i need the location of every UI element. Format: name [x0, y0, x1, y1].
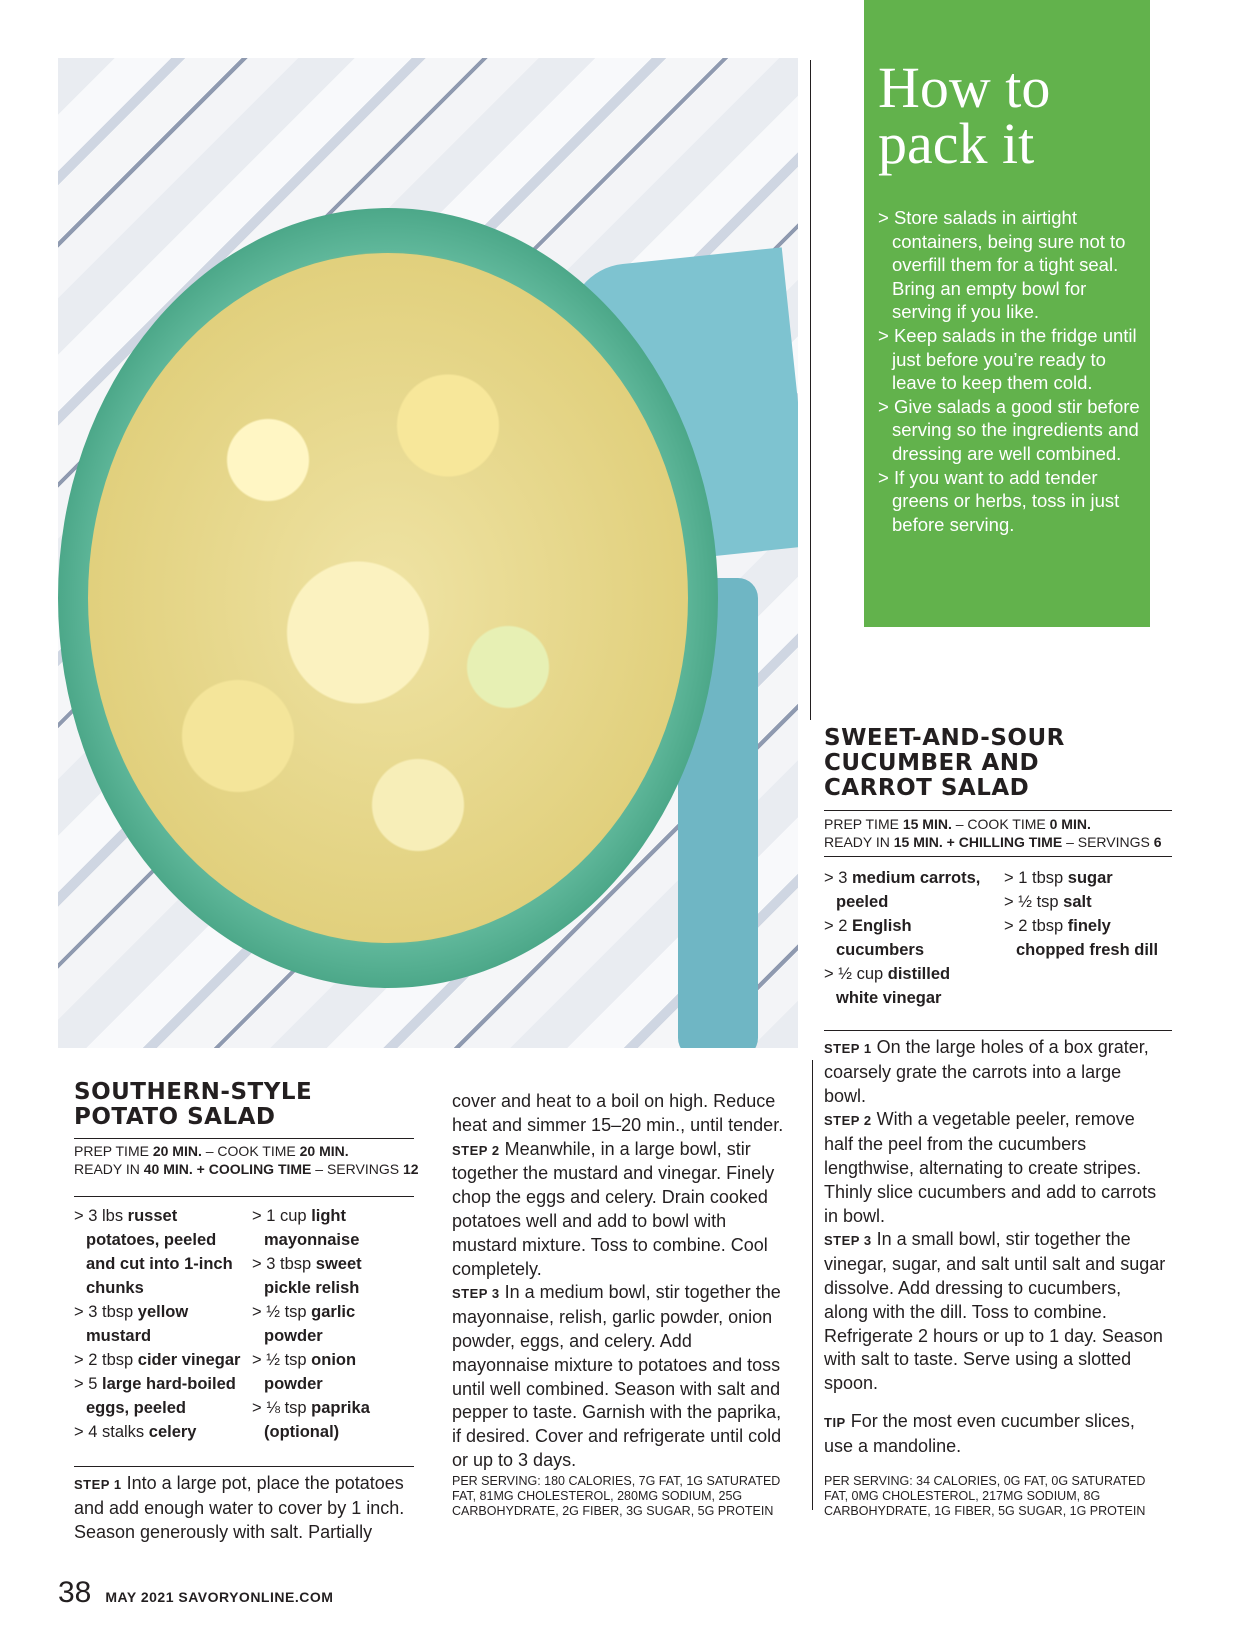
potato-recipe-title: SOUTHERN-STYLE POTATO SALAD — [74, 1079, 313, 1130]
ingredient: > 1 tbsp sugar — [1004, 869, 1113, 887]
divider — [74, 1466, 414, 1467]
potato-salad — [88, 253, 688, 943]
cucumber-directions: STEP 1 On the large holes of a box grater, coarsely grate the carrots into a large bowl. STEP 2 With a vegetable peeler, remove half the peel from the cucumbers lengthwise, alternating to create stripes. Thinly slice cucumbers and add to carrots in bowl. STEP 3 In a small bowl, stir together the vinegar, sugar, and salt until salt and sugar dissolve. Add dressing to cucumbers, along with the dill. Toss to combine. Refrigerate 2 hours or up to 1 day. Season with salt to taste. Serve using a slotted spoon. TIP For the most even cucumber slices, use a mandoline. — [824, 1037, 1166, 1456]
pack-tip: > Keep salads in the fridge until just before you’re ready to leave to keep them cold. — [878, 324, 1137, 394]
column-divider — [810, 60, 811, 720]
pack-panel-pointer — [864, 0, 1150, 627]
potato-times: PREP TIME 20 MIN. – COOK TIME 20 MIN. READY IN 40 MIN. + COOLING TIME – SERVINGS 12 — [74, 1143, 419, 1177]
ingredient: > 3 lbs russet potatoes, peeled and cut into 1-inch chunks — [74, 1207, 233, 1297]
potato-nutrition: PER SERVING: 180 CALORIES, 7G FAT, 1G SATURATED FAT, 81MG CHOLESTEROL, 280MG SODIUM, 25G CARBOHYDRATE, 2G FIBER, 3G SUGAR, 5G PROTEIN — [452, 1474, 781, 1518]
cucumber-times: PREP TIME 15 MIN. – COOK TIME 0 MIN. READY IN 15 MIN. + CHILLING TIME – SERVINGS 6 — [824, 816, 1162, 850]
cucumber-ingredients-col1 — [824, 866, 994, 1010]
potato-salad-photo — [58, 58, 798, 1048]
page-number: 38 — [58, 1576, 92, 1609]
divider — [824, 1030, 1172, 1031]
potato-ingredients-col1 — [74, 1204, 244, 1444]
column-divider — [812, 1060, 813, 1510]
issue-info: MAY 2021 SAVORYONLINE.COM — [105, 1589, 334, 1605]
cucumber-recipe-title: SWEET-AND-SOUR CUCUMBER AND CARROT SALAD — [824, 725, 1065, 801]
ingredient: > ½ cup distilled white vinegar — [824, 965, 951, 1007]
ingredient: > 5 large hard-boiled eggs, peeled — [74, 1375, 236, 1417]
ingredient: > ½ tsp garlic powder — [252, 1303, 356, 1345]
pack-tip: > Store salads in airtight containers, being sure not to overfill them for a tight seal. Bring an empty bowl for serving if you like. — [878, 207, 1126, 323]
ingredient: > 3 medium carrots, peeled — [824, 869, 981, 911]
divider — [74, 1196, 414, 1197]
page-footer — [58, 1576, 333, 1610]
ingredient: > 4 stalks celery — [74, 1423, 197, 1441]
divider — [824, 810, 1172, 811]
ingredient: > 2 tbsp cider vinegar — [74, 1351, 241, 1369]
divider — [74, 1138, 414, 1139]
cucumber-nutrition: PER SERVING: 34 CALORIES, 0G FAT, 0G SATURATED FAT, 0MG CHOLESTEROL, 217MG SODIUM, 8G CARBOHYDRATE, 1G FIBER, 5G SUGAR, 1G PROTEIN — [824, 1474, 1146, 1518]
ingredient: > ½ tsp onion powder — [252, 1351, 357, 1393]
ingredient: > ⅛ tsp paprika (optional) — [252, 1399, 370, 1441]
cucumber-ingredients-col2 — [1004, 866, 1164, 962]
ingredient: > 3 tbsp sweet pickle relish — [252, 1255, 362, 1297]
ingredient: > 1 cup light mayonnaise — [252, 1207, 360, 1249]
pack-tip: > Give salads a good stir before serving so the ingredients and dressing are well combined. — [878, 395, 1140, 464]
pack-tip: > If you want to add tender greens or herbs, toss in just before serving. — [878, 466, 1120, 535]
potato-ingredients-col2 — [252, 1204, 412, 1444]
potato-directions: cover and heat to a boil on high. Reduce heat and simmer 15–20 min., until tender. STEP 2 Meanwhile, in a large bowl, stir together the mustard and vinegar. Finely chop the eggs and celery. Drain cooked potatoes well and add to bowl with mustard mixture. Toss to combine. Cool completely. STEP 3 In a medium bowl, stir together the mayonnaise, relish, garlic powder, onion powder, eggs, and celery. Add mayonnaise mixture to potatoes and toss until well combined. Season with salt and pepper to taste. Garnish with the paprika, if desired. Cover and refrigerate until cold or up to 3 days. — [452, 1091, 784, 1470]
ingredient: > 3 tbsp yellow mustard — [74, 1303, 189, 1345]
divider — [824, 856, 1172, 857]
ingredient: > 2 English cucumbers — [824, 917, 925, 959]
ingredient: > 2 tbsp finely chopped fresh dill — [1004, 917, 1159, 959]
pack-title: How to pack it — [878, 55, 1051, 176]
ingredient: > ½ tsp salt — [1004, 893, 1092, 911]
potato-step1: STEP 1 Into a large pot, place the potatoes and add enough water to cover by 1 inch. Season generously with salt. Partially — [74, 1473, 405, 1542]
